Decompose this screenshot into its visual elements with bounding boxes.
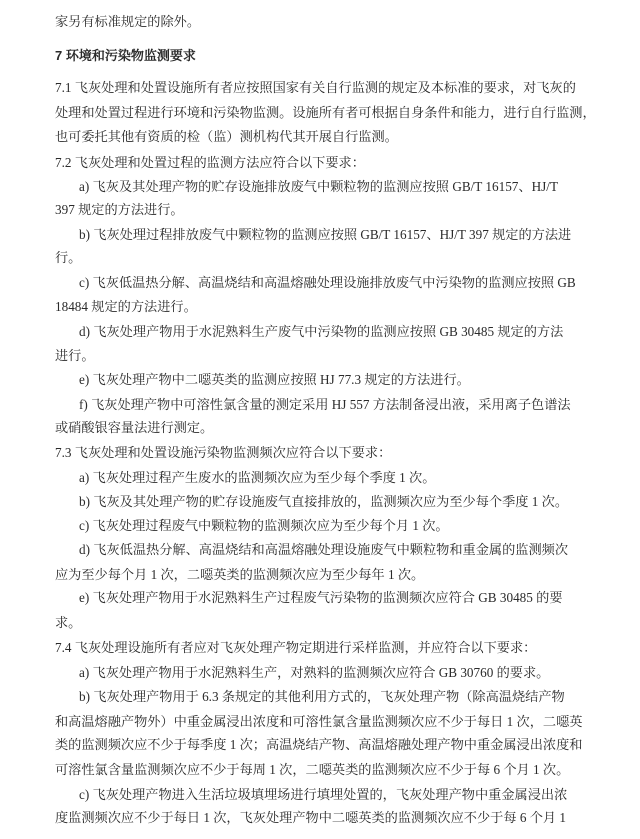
list-item: c) 飞灰低温热分解、高温烧结和高温熔融处理设施排放废气中污染物的监测应按照 GB: [79, 275, 576, 290]
list-item: b) 飞灰处理过程排放废气中颗粒物的监测应按照 GB/T 16157、HJ/T 397 规定的方法进: [79, 227, 572, 242]
clause-heading: 7.4 飞灰处理设施所有者应对飞灰处理产物定期进行采样监测，并应符合以下要求：: [55, 640, 537, 655]
list-item: c) 飞灰处理过程废气中颗粒物的监测频次应为至少每个月 1 次。: [79, 518, 449, 533]
list-item: a) 飞灰处理产物用于水泥熟料生产，对熟料的监测频次应符合 GB 30760 的要求。: [79, 665, 550, 680]
text-line: 或硝酸银容量法进行测定。: [55, 420, 214, 435]
text-line: 应为至少每个月 1 次，二噁英类的监测频次应为至少每年 1 次。: [55, 567, 425, 582]
text-line: 处理和处置过程进行环境和污染物监测。设施所有者可根据自身条件和能力，进行自行监测，: [55, 105, 596, 120]
list-item: c) 飞灰处理产物进入生活垃圾填埋场进行填埋处置的，飞灰处理产物中重金属浸出浓: [79, 787, 568, 802]
text-line: 可溶性氯含量监测频次应不少于每周 1 次，二噁英类的监测频次应不少于每 6 个月 1 次。: [55, 762, 570, 777]
list-item: f) 飞灰处理产物中可溶性氯含量的测定采用 HJ 557 方法制备浸出液，采用离子色谱法: [79, 397, 571, 412]
clause-heading: 7.2 飞灰处理和处置过程的监测方法应符合以下要求：: [55, 155, 365, 170]
text-line: 也可委托其他有资质的检（监）测机构代其开展自行监测。: [55, 129, 398, 144]
list-item: e) 飞灰处理产物用于水泥熟料生产过程废气污染物的监测频次应符合 GB 30485 的要: [79, 590, 563, 605]
list-item: b) 飞灰处理产物用于 6.3 条规定的其他利用方式的，飞灰处理产物（除高温烧结产物: [79, 689, 565, 704]
list-item: b) 飞灰及其处理产物的贮存设施废气直接排放的，监测频次应为至少每个季度 1 次。: [79, 494, 569, 509]
text-line: 和高温熔融产物外）中重金属浸出浓度和可溶性氯含量监测频次应不少于每日 1 次，二噁英: [55, 714, 583, 729]
text-line: 求。: [55, 615, 82, 630]
section-heading: 7 环境和污染物监测要求: [55, 48, 196, 63]
list-item: d) 飞灰低温热分解、高温烧结和高温熔融处理设施废气中颗粒物和重金属的监测频次: [79, 542, 569, 557]
text-line: 家另有标准规定的除外。: [55, 14, 201, 29]
text-line: 397 规定的方法进行。: [55, 202, 184, 217]
text-line: 进行。: [55, 348, 95, 363]
text-line: 18484 规定的方法进行。: [55, 299, 197, 314]
text-line: 类的监测频次应不少于每季度 1 次；高温烧结产物、高温熔融处理产物中重金属浸出浓度和: [55, 737, 583, 752]
list-item: e) 飞灰处理产物中二噁英类的监测应按照 HJ 77.3 规定的方法进行。: [79, 372, 470, 387]
text-line: 行。: [55, 250, 82, 265]
list-item: a) 飞灰及其处理产物的贮存设施排放废气中颗粒物的监测应按照 GB/T 16157、HJ/T: [79, 179, 558, 194]
list-item: a) 飞灰处理过程产生废水的监测频次应为至少每个季度 1 次。: [79, 470, 436, 485]
list-item: d) 飞灰处理产物用于水泥熟料生产废气中污染物的监测应按照 GB 30485 规定的方法: [79, 324, 564, 339]
clause-heading: 7.3 飞灰处理和处置设施污染物监测频次应符合以下要求：: [55, 445, 392, 460]
text-line: 7.1 飞灰处理和处置设施所有者应按照国家有关自行监测的规定及本标准的要求，对飞灰的: [55, 80, 576, 95]
text-line: 度监测频次应不少于每日 1 次，飞灰处理产物中二噁英类的监测频次应不少于每 6 个月 1: [55, 810, 567, 825]
